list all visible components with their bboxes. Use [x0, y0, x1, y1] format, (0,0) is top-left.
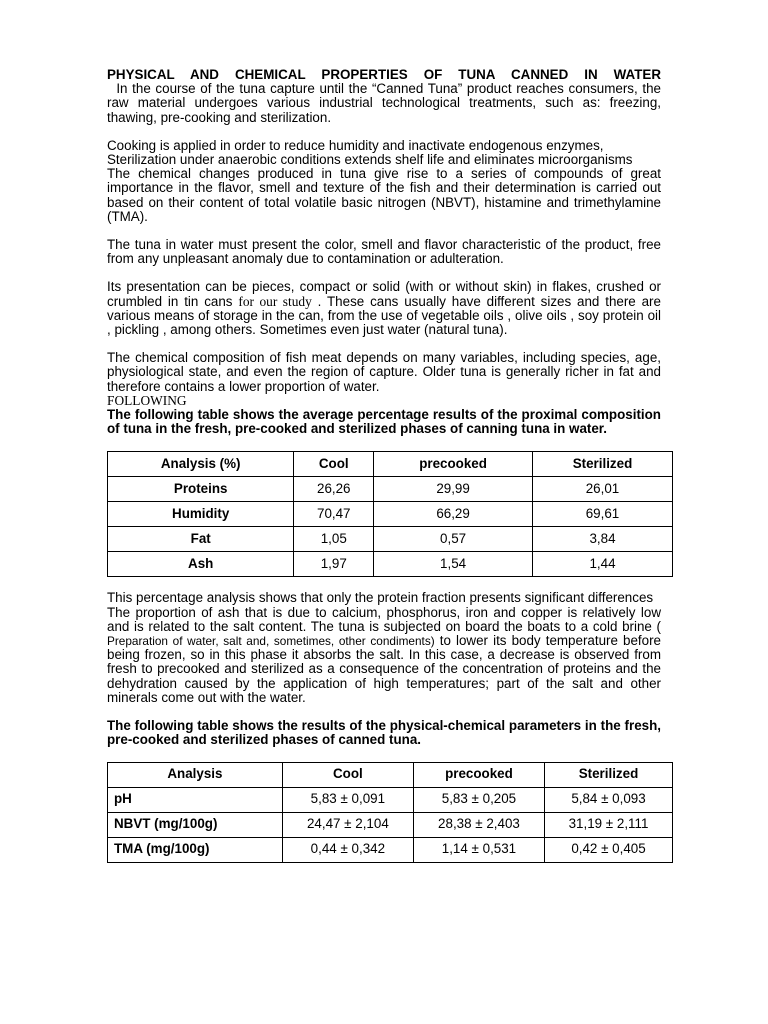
paragraph-color-smell: The tuna in water must present the color, smell and flavor characteristic of the product, free from any unpleasant anomaly due to contamination or adulteration.	[107, 237, 661, 267]
paragraph-sterilization: Sterilization under anaerobic conditions extends shelf life and eliminates microorganisms	[107, 152, 633, 168]
table-header-cell: Cool	[282, 762, 413, 787]
ash-text-a: The proportion of ash that is due to calcium, phosphorus, iron and copper is relatively low and is related to the salt content. The tuna is subjected on board the boats to a cold brine (	[107, 604, 661, 634]
table-header-row	[108, 762, 673, 787]
table-row	[108, 527, 673, 552]
table-cell: 26,01	[533, 477, 673, 502]
table-row-label: Humidity	[108, 502, 294, 527]
table-cell: 1,97	[294, 552, 374, 577]
table-header-cell: Analysis (%)	[108, 452, 294, 477]
table-row	[108, 502, 673, 527]
table-cell: 29,99	[374, 477, 533, 502]
paragraph-presentation	[107, 280, 661, 337]
table-header-cell: precooked	[413, 762, 544, 787]
table-header-cell: Analysis	[108, 762, 283, 787]
table-cell: 69,61	[533, 502, 673, 527]
table-header-cell: Cool	[294, 452, 374, 477]
paragraph-intro-text: In the course of the tuna capture until the “Canned Tuna” product reaches consumers, the raw material undergoes various industrial technological treatments, such as: freezing, thawing, pre-cooking and sterilization.	[107, 81, 661, 125]
document-page	[107, 68, 661, 863]
physical-chemical-table	[107, 762, 673, 863]
table-row-label: Fat	[108, 527, 294, 552]
table1-caption: The following table shows the average percentage results of the proximal composition of tuna in the fresh, pre-cooked and sterilized phases of canning tuna in water.	[107, 407, 661, 437]
ash-small-text: Preparation of water, salt and, sometimes, other condiments)	[107, 634, 435, 649]
table-header-row	[108, 452, 673, 477]
table-row	[108, 787, 673, 812]
proximal-composition-table	[107, 451, 673, 577]
table-cell: 3,84	[533, 527, 673, 552]
table-row-label: NBVT (mg/100g)	[108, 812, 283, 837]
table-cell: 0,42 ± 0,405	[545, 837, 673, 862]
table-row-label: Ash	[108, 552, 294, 577]
table-row	[108, 477, 673, 502]
table-cell: 1,14 ± 0,531	[413, 837, 544, 862]
presentation-text-a: Its presentation can be pieces, compact or solid (with or without skin) in flakes, crushed or crumbled in tin cans	[107, 279, 661, 309]
table-header-cell: precooked	[374, 452, 533, 477]
paragraph-cooking: Cooking is applied in order to reduce humidity and inactivate endogenous enzymes,	[107, 137, 604, 153]
table-cell: 5,84 ± 0,093	[545, 787, 673, 812]
table-row	[108, 552, 673, 577]
table2-caption: The following table shows the results of the physical-chemical parameters in the fresh, pre-cooked and sterilized phases of canned tuna.	[107, 718, 661, 748]
document-title: PHYSICAL AND CHEMICAL PROPERTIES OF TUNA CANNED IN WATER	[107, 67, 661, 82]
paragraph-composition: The chemical composition of fish meat depends on many variables, including species, age, physiological state, and even the region of capture. Older tuna is generally richer in fat and therefore contains a lower proportion of water.	[107, 350, 661, 394]
table-cell: 1,05	[294, 527, 374, 552]
paragraph-ash	[107, 606, 661, 705]
table-cell: 70,47	[294, 502, 374, 527]
presentation-text-b: . These cans usually have different sizes and there are various means of storage in the can, from the use of vegetable oils , olive oils , soy protein oil , pickling , among others. Sometimes even just water (natural tuna).	[107, 293, 661, 338]
presentation-serif-text: for our study	[238, 293, 312, 309]
table-cell: 1,54	[374, 552, 533, 577]
table-cell: 24,47 ± 2,104	[282, 812, 413, 837]
table-row-label: TMA (mg/100g)	[108, 837, 283, 862]
table-cell: 31,19 ± 2,111	[545, 812, 673, 837]
table-cell: 26,26	[294, 477, 374, 502]
paragraph-chemical-changes: The chemical changes produced in tuna give rise to a series of compounds of great importance in the flavor, smell and texture of the fish and their determination is carried out based on their content of total volatile basic nitrogen (NBVT), histamine and trimethylamine (TMA).	[107, 166, 661, 224]
table-header-cell: Sterilized	[545, 762, 673, 787]
table-cell: 0,57	[374, 527, 533, 552]
table-cell: 5,83 ± 0,205	[413, 787, 544, 812]
table-row	[108, 812, 673, 837]
table-header-cell: Sterilized	[533, 452, 673, 477]
table-cell: 66,29	[374, 502, 533, 527]
following-word: FOLLOWING	[107, 392, 187, 408]
ash-text-b: to lower its body temperature before being frozen, so in this phase it absorbs the salt. In this case, a decrease is observed from fresh to precooked and sterilized as a consequence of the concentration of proteins and the dehydration caused by the application of high temperatures; part of the salt and other minerals come out with the water.	[107, 633, 661, 705]
table-cell: 0,44 ± 0,342	[282, 837, 413, 862]
table-row	[108, 837, 673, 862]
table-cell: 28,38 ± 2,403	[413, 812, 544, 837]
paragraph-intro	[107, 82, 661, 125]
paragraph-percentage-analysis: This percentage analysis shows that only the protein fraction presents significant differences	[107, 590, 654, 606]
table-cell: 1,44	[533, 552, 673, 577]
table-row-label: pH	[108, 787, 283, 812]
table-row-label: Proteins	[108, 477, 294, 502]
table-cell: 5,83 ± 0,091	[282, 787, 413, 812]
